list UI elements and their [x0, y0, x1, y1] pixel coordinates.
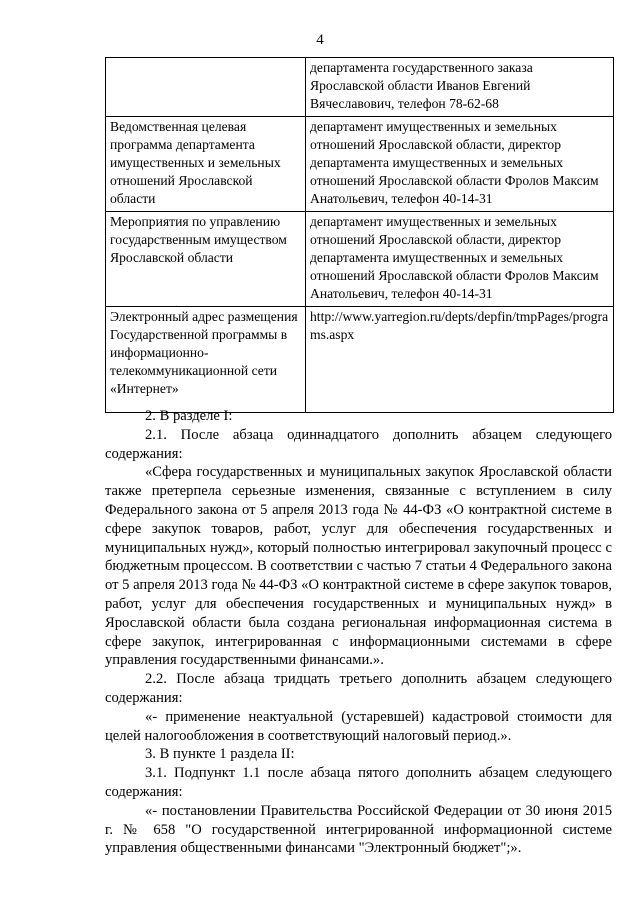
paragraph: 2.2. После абзаца тридцать третьего дополнить абзацем следующего содержания:	[105, 671, 612, 706]
table-label-cell: Ведомственная целевая программа департамента имущественных и земельных отношений Ярославской области	[106, 116, 306, 211]
table-label-cell: Электронный адрес размещения Государственной программы в информационно-телекоммуникационной сети «Интернет»	[106, 306, 306, 412]
table-row	[106, 116, 614, 211]
table-value-cell: департамента государственного заказа Ярославской области Иванов Евгений Вячеславович, телефон 78-62-68	[306, 58, 614, 117]
program-info-table	[105, 57, 614, 413]
table-label-cell: Мероприятия по управлению государственным имуществом Ярославской области	[106, 211, 306, 306]
table-label-cell	[106, 58, 306, 117]
table-value-cell: департамент имущественных и земельных отношений Ярославской области, директор департамента имущественных и земельных отношений Ярославской области Фролов Максим Анатольевич, телефон 40-14-31	[306, 211, 614, 306]
paragraph: 2.1. После абзаца одиннадцатого дополнить абзацем следующего содержания:	[105, 426, 612, 462]
table-value-cell: департамент имущественных и земельных отношений Ярославской области, директор департамента имущественных и земельных отношений Ярославской области Фролов Максим Анатольевич, телефон 40-14-31	[306, 116, 614, 211]
paragraph: 2. В разделе I:	[145, 408, 233, 424]
table-row	[106, 58, 614, 117]
table-row	[106, 211, 614, 306]
paragraph: «- постановлении Правительства Российской Федерации от 30 июня 2015 г. № 658 "О государственной интегрированной информационной системе управления общественными финансами "Электронный бюджет";».	[105, 802, 612, 857]
paragraph: 3.1. Подпункт 1.1 после абзаца пятого дополнить абзацем следующего содержания:	[105, 765, 612, 800]
paragraph: 3. В пункте 1 раздела II:	[145, 746, 295, 763]
table-row	[106, 306, 614, 412]
paragraph: «- применение неактуальной (устаревшей) кадастровой стоимости для целей налогообложения в соответствующий налоговый период.».	[105, 708, 612, 744]
program-url-link[interactable]: http://www.yarregion.ru/depts/depfin/tmpPages/programs.aspx	[306, 306, 614, 412]
paragraph: «Сфера государственных и муниципальных закупок Ярославской области также претерпела серьезные изменения, связанные с вступлением в силу Федерального закона от 5 апреля 2013 года № 44-ФЗ «О контрактной системе в сфере закупок товаров, работ, услуг для обеспечения государственных и муниципальных нужд», который полностью интегрировал закупочный процесс с бюджетным процессом. В соответствии с частью 7 статьи 4 Федерального закона от 5 апреля 2013 года № 44-ФЗ «О контрактной системе в сфере закупок товаров, работ, услуг для обеспечения государственных и муниципальных нужд» в Ярославской области была создана региональная информационная система в сфере закупок, интегрированная с информационными системами в сфере управления государственными финансами.».	[105, 464, 612, 669]
page-number: 4	[316, 32, 324, 48]
document-body	[105, 407, 612, 858]
